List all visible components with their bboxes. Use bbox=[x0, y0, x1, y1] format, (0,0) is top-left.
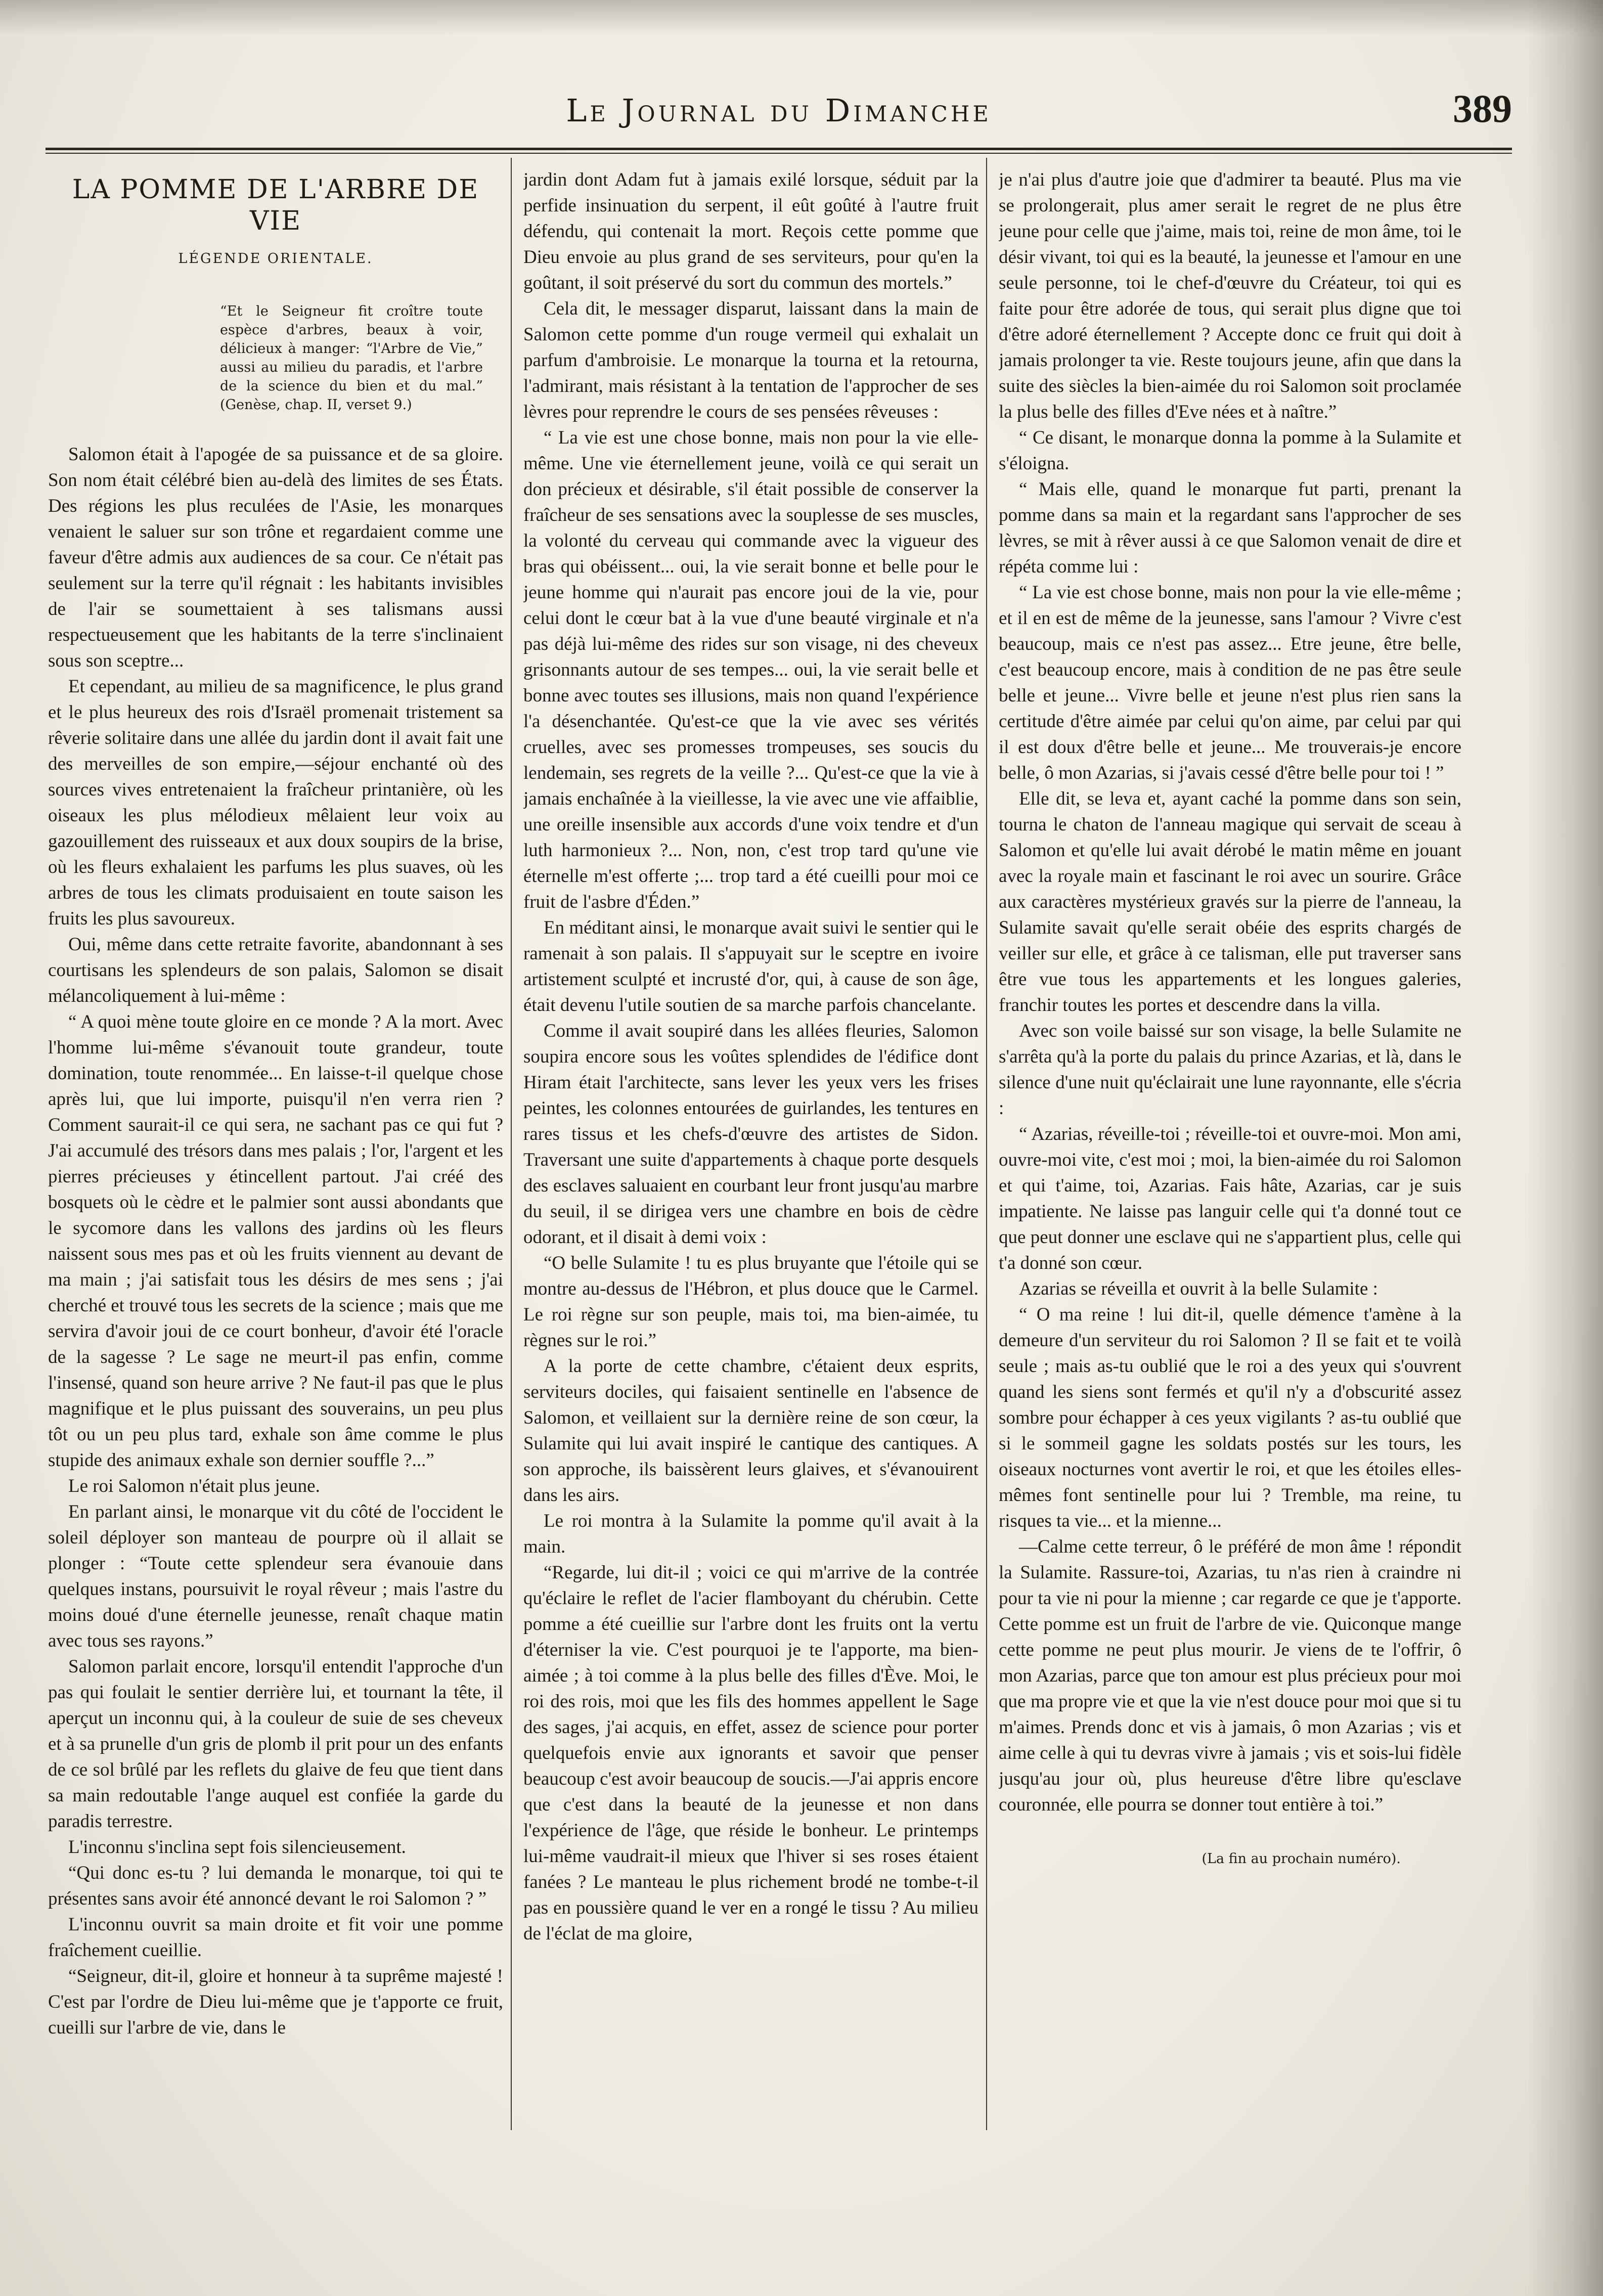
paragraph: “Qui donc es-tu ? lui demanda le monarque, toi qui te présentes sans avoir été annoncé devant le roi Salomon ? ” bbox=[48, 1863, 503, 1909]
column-1 bbox=[48, 167, 503, 2165]
paragraph: “ La vie est une chose bonne, mais non pour la vie elle-même. Une vie éternellement jeune, voilà ce qui serait un don précieux et désirable, s'il était possible de conserver la fraîcheur de ses sensations avec la souplesse de ses muscles, la volonté du cerveau qui commande avec la vigueur des bras qui obéissent... oui, la vie serait bonne et belle pour le jeune homme qui n'aurait pas encore joui de la vie, pour celui dont le cœur bat à la vue d'une beauté virginale et n'a pas déjà lui-même des rides sur son visage, ni des cheveux grisonnants autour de ses tempes... oui, la vie serait belle et bonne avec toutes ses illusions, mais non quand l'expérience l'a désenchantée. Qu'est-ce que la vie avec ses vérités cruelles, avec ses promesses trompeuses, ses soucis du lendemain, ses regrets de la veille ?... Qu'est-ce que la vie à jamais enchaînée à la vieillesse, la vie avec une vie affaiblie, une oreille insensible aux accords d'une voix tendre et d'un luth harmonieux ?... Non, non, c'est trop tard qu'une vie éternelle m'est offerte ;... trop tard a été cueilli pour moi ce fruit de l'asbre d'Éden.” bbox=[523, 427, 978, 912]
masthead bbox=[46, 81, 1512, 142]
paragraph: Salomon était à l'apogée de sa puissance et de sa gloire. Son nom était célébré bien au-delà des limites de ses États. Des régions les plus reculées de l'Asie, les monarques venaient le saluer sur son trône et regardaient comme une faveur d'être admis aux audiences de sa cour. Ce n'était pas seulement sur la terre qu'il régnait : les habitants invisibles de l'air se soumettaient à ses talismans aussi respectueusement que les habitants de la terre s'inclinaient sous son sceptre... bbox=[48, 444, 503, 671]
journal-title: Le Journal du Dimanche bbox=[566, 92, 992, 129]
paragraph: —Calme cette terreur, ô le préféré de mon âme ! répondit la Sulamite. Rassure-toi, Azarias, tu n'as rien à craindre ni pour ta vie ni pour la mienne ; car regarde ce que je t'apporte. Cette pomme est un fruit de l'arbre de vie. Quiconque mange cette pomme ne peut plus mourir. Je viens de te l'offrir, ô mon Azarias, parce que ton amour est plus précieux pour moi que ma propre vie et que la vie n'est douce pour moi que si tu m'aimes. Prends donc et vis à jamais, ô mon Azarias ; vis et aime celle à qui tu devras vivre à jamais ; vis et sois-lui fidèle jusqu'au jour où, plus heureuse d'être libre qu'esclave couronnée, elle pourra se donner tout entière à toi.” bbox=[999, 1536, 1461, 1815]
paragraph: je n'ai plus d'autre joie que d'admirer ta beauté. Plus ma vie se prolongerait, plus amer serait le regret de ne plus être jeune pour celle que j'aime, mais toi, reine de mon âme, toi le désir vivant, toi qui es la beauté, la jeunesse et l'amour en une seule personne, toi le chef-d'œuvre du Créateur, toi qui es faite pour être adorée de tous, qui serait plus digne que toi d'être adoré éternellement ? Accepte donc ce fruit qui doit à jamais prolonger ta vie. Reste toujours jeune, afin que dans la suite des siècles la bien-aimée du roi Salomon soit proclamée la plus belle des filles d'Eve nées et à naître.” bbox=[999, 169, 1461, 422]
paragraph: Elle dit, se leva et, ayant caché la pomme dans son sein, tourna le chaton de l'anneau magique qui servait de sceau à Salomon et qu'elle lui avait dérobé le matin même en jouant avec la royale main et fascinant le roi avec un sourire. Grâce aux caractères mystérieux gravés sur la pierre de l'anneau, la Sulamite savait qu'elle serait obéie des esprits chargés de veiller sur elle, et grâce à ce talisman, elle put traverser sans être vue tous les appartements et les longues galeries, franchir toutes les portes et descendre dans la villa. bbox=[999, 788, 1461, 1015]
article-title: LA POMME DE L'ARBRE DE VIE bbox=[72, 174, 479, 236]
paragraph: Comme il avait soupiré dans les allées fleuries, Salomon soupira encore sous les voûtes splendides de l'édifice dont Hiram était l'architecte, sans lever les yeux vers les frises peintes, les colonnes entourées de guirlandes, les tentures en rares tissus et les chefs-d'œuvre des artistes de Sidon. Traversant une suite d'appartements à chaque porte desquels des esclaves saluaient en courbant leur front jusqu'au marbre du seuil, il se dirigea vers une chambre en bois de cèdre odorant, et il disait à demi voix : bbox=[523, 1021, 978, 1248]
paragraph: Le roi Salomon n'était plus jeune. bbox=[68, 1476, 320, 1496]
paragraph: En méditant ainsi, le monarque avait suivi le sentier qui le ramenait à son palais. Il s'appuyait sur le sceptre en ivoire artistement sculpté et incrusté d'or, qui, à cause de son âge, était devenu l'utile soutien de sa marche parfois chancelante. bbox=[523, 917, 978, 1015]
paragraph: L'inconnu s'inclina sept fois silencieusement. bbox=[68, 1837, 406, 1858]
paragraph: “ La vie est chose bonne, mais non pour la vie elle-même ; et il en est de même de la jeunesse, sans l'amour ? Vivre c'est beaucoup, mais ce n'est pas assez... Etre jeune, être belle, c'est beaucoup encore, mais à condition de ne pas être seule belle et jeune... Vivre belle et jeune n'est plus rien sans la certitude d'être aimée par celui qu'on aime, par celui par qui il est doux d'être belle et jeune... Me trouverais-je encore belle, ô mon Azarias, si j'avais cessé d'être belle pour toi ! ” bbox=[999, 582, 1461, 783]
continuation-note: (La fin au prochain numéro). bbox=[1201, 1851, 1401, 1867]
paragraph: Oui, même dans cette retraite favorite, abandonnant à ses courtisans les splendeurs de son palais, Salomon se disait mélancoliquement à lui-même : bbox=[48, 934, 503, 1006]
paragraph: “Regarde, lui dit-il ; voici ce qui m'arrive de la contrée qu'éclaire le reflet de l'acier flamboyant du chérubin. Cette pomme a été cueillie sur l'arbre dont les fruits ont la vertu d'éterniser la vie. C'est pourquoi je te l'apporte, ma bien-aimée ; à toi comme à la plus belle des filles d'Ève. Moi, le roi des rois, moi que les fils des hommes appellent le Sage des sages, j'ai acquis, en effet, assez de science pour porter quelquefois envie aux ignorants et savoir que penser beaucoup c'est avoir beaucoup de soucis.—J'ai appris encore que c'est dans la beauté de la jeunesse et non dans l'expérience de l'âge, que réside le bonheur. Le printemps lui-même vaudrait-il mieux que l'hiver si ses roses étaient fanées ? Le manteau le plus richement brodé ne tombe-t-il pas en poussière quand le ver en a rongé le tissu ? Au milieu de l'éclat de ma gloire, bbox=[523, 1562, 978, 1944]
paragraph: Cela dit, le messager disparut, laissant dans la main de Salomon cette pomme d'un rouge vermeil qui exhalait un parfum d'ambroisie. Le monarque la tourna et la retourna, l'admirant, mais résistant à la tentation de l'approcher de ses lèvres pour reprendre le cours de ses pensées rêveuses : bbox=[523, 298, 978, 422]
column-divider bbox=[986, 158, 987, 2130]
page-shadow-top bbox=[0, 0, 1603, 35]
epigraph: “Et le Seigneur fit croître toute espèce d'arbres, beaux à voir, délicieux à manger: “l'Arbre de Vie,” aussi au milieu du paradis, et l'arbre de la science du bien et du mal.” (Genèse, chap. II, verset 9.) bbox=[220, 303, 483, 413]
column-2 bbox=[523, 167, 978, 2165]
paragraph: “Seigneur, dit-il, gloire et honneur à ta suprême majesté ! C'est par l'ordre de Dieu lui-même que je t'apporte ce fruit, cueilli sur l'arbre de vie, dans le bbox=[48, 1966, 503, 2038]
paragraph: “ Azarias, réveille-toi ; réveille-toi et ouvre-moi. Mon ami, ouvre-moi vite, c'est moi ; moi, la bien-aimée du roi Salomon et qui t'aime, toi, Azarias. Fais hâte, Azarias, car je suis impatiente. Ne laisse pas languir celle qui t'a donné tout ce que peut donner une esclave qui ne s'appartient plus, celle qui t'a donné son cœur. bbox=[999, 1124, 1461, 1273]
page-number: 389 bbox=[1453, 86, 1512, 130]
article-subtitle: LÉGENDE ORIENTALE. bbox=[178, 251, 373, 267]
paragraph: Le roi montra à la Sulamite la pomme qu'il avait à la main. bbox=[523, 1511, 978, 1557]
paragraph: En parlant ainsi, le monarque vit du côté de l'occident le soleil déployer son manteau de pourpre où il allait se plonger : “Toute cette splendeur sera évanouie dans quelques instans, poursuivit le royal rêveur ; mais l'astre du moins doué d'une éternelle jeunesse, renaît chaque matin avec tous ses rayons.” bbox=[48, 1502, 503, 1651]
paragraph: “ Mais elle, quand le monarque fut parti, prenant la pomme dans sa main et la regardant sans l'approcher de ses lèvres, se mit à rêver aussi à ce que Salomon venait de dire et répéta comme lui : bbox=[999, 479, 1461, 577]
header-rule-thick bbox=[46, 148, 1512, 150]
paragraph: L'inconnu ouvrit sa main droite et fit voir une pomme fraîchement cueillie. bbox=[48, 1914, 503, 1961]
paragraph: Salomon parlait encore, lorsqu'il entendit l'approche d'un pas qui foulait le sentier derrière lui, et tournant la tête, il aperçut un inconnu qui, à la couleur de suie de ses cheveux et à sa prunelle d'un gris de plomb il prit pour un des enfants de ce sol brûlé par les reflets du glaive de feu que tient dans sa main redoutable l'ange auquel est confiée la garde du paradis terrestre. bbox=[48, 1656, 503, 1832]
paragraph: “O belle Sulamite ! tu es plus bruyante que l'étoile qui se montre au-dessus de l'Hébron, et plus douce que le Carmel. Le roi règne sur son peuple, mais toi, ma bien-aimée, tu règnes sur le roi.” bbox=[523, 1253, 978, 1351]
paragraph: Et cependant, au milieu de sa magnificence, le plus grand et le plus heureux des rois d'Israël promenait tristement sa rêverie solitaire dans une allée du jardin dont il avait fait une des merveilles de son empire,—séjour enchanté où des sources vives entretenaient la fraîcheur printanière, où les oiseaux les plus mélodieux mêlaient leur voix au gazouillement des ruisseaux et aux doux soupirs de la brise, où les fleurs exhalaient les parfums les plus suaves, où les arbres de tous les climats produisaient en toute saison les fruits les plus savoureux. bbox=[48, 676, 503, 929]
paragraph: A la porte de cette chambre, c'étaient deux esprits, serviteurs dociles, qui faisaient sentinelle en l'absence de Salomon, et veillaient sur la dernière reine de son cœur, la Sulamite qui lui avait inspiré le cantique des cantiques. A son approche, ils baissèrent leurs glaives, et s'évanouirent dans les airs. bbox=[523, 1356, 978, 1506]
page-shadow-right bbox=[1527, 0, 1603, 2296]
column-divider bbox=[511, 158, 512, 2130]
paragraph: jardin dont Adam fut à jamais exilé lorsque, séduit par la perfide insinuation du serpent, il eût goûté à l'autre fruit défendu, qui contenait la mort. Reçois cette pomme que Dieu envoie au plus grand de ses serviteurs, pour qu'en la goûtant, il soit préservé du sort du commun des mortels.” bbox=[523, 169, 978, 293]
paragraph: “ A quoi mène toute gloire en ce monde ? A la mort. Avec l'homme lui-même s'évanouit toute grandeur, toute domination, toute renommée... En laisse-t-il quelque chose après lui, que lui importe, puisqu'il n'en verra rien ? Comment saurait-il ce qui sera, ne sachant pas ce qui fut ? J'ai accumulé des trésors dans mes palais ; l'or, l'argent et les pierres précieuses y étincellent partout. J'ai créé des bosquets où le cèdre et le palmier sont aussi abondants que le sycomore dans les vallons des jardins où les fleurs naissent sous mes pas et où les fruits viennent au devant de ma main ; j'ai satisfait tous les désirs de mes sens ; j'ai cherché et trouvé tous les secrets de la science ; mais que me servira d'avoir joui de ce court bonheur, d'avoir été l'oracle de la sagesse ? Le sage ne meurt-il pas enfin, comme l'insensé, quand son heure arrive ? Ne faut-il pas que le plus magnifique et le plus puissant des souverains, un peu plus tôt ou un peu plus tard, exhale son âme comme le plus stupide des animaux exhale son dernier souffle ?...” bbox=[48, 1011, 503, 1471]
column-3 bbox=[999, 167, 1461, 2165]
header-rule-thin bbox=[46, 153, 1512, 154]
paragraph: “ Ce disant, le monarque donna la pomme à la Sulamite et s'éloigna. bbox=[999, 427, 1461, 474]
paragraph: “ O ma reine ! lui dit-il, quelle démence t'amène à la demeure d'un serviteur du roi Salomon ? Il se fait et te voilà seule ; mais as-tu oublié que le roi a des yeux qui s'ouvrent quand les siens sont fermés et qu'il n'y a d'obscurité assez sombre pour échapper à ces yeux vigilants ? as-tu oublié que si le sommeil gagne les soldats postés sur les tours, les oiseaux nocturnes vont avertir le roi, et que les étoiles elles-mêmes font sentinelle pour lui ? Tremble, ma reine, tu risques ta vie... et la mienne... bbox=[999, 1304, 1461, 1531]
paragraph: Avec son voile baissé sur son visage, la belle Sulamite ne s'arrêta qu'à la porte du palais du prince Azarias, et là, dans le silence d'une nuit qu'éclairait une lune rayonnante, elle s'écria : bbox=[999, 1021, 1461, 1119]
paragraph: Azarias se réveilla et ouvrit à la belle Sulamite : bbox=[1019, 1278, 1378, 1299]
